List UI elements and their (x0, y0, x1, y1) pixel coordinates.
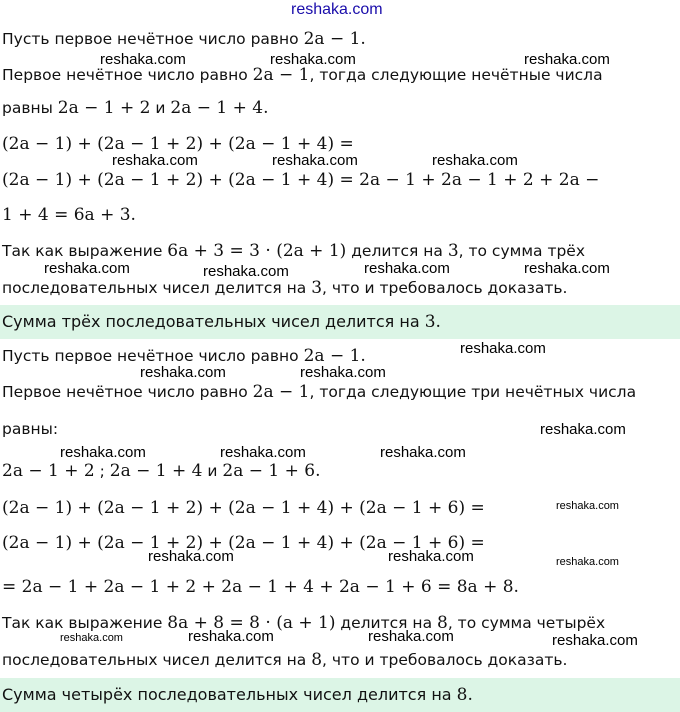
watermark: reshaka.com (556, 556, 619, 568)
watermark: reshaka.com (300, 364, 386, 381)
text-line: последовательных чисел делится на 8, что и требовалось доказать. (2, 650, 568, 670)
watermark: reshaka.com (524, 51, 610, 68)
watermark: reshaka.com (140, 364, 226, 381)
watermark: reshaka.com (380, 444, 466, 461)
text-line: Так как выражение 8a + 8 = 8 · (a + 1) делится на 8, то сумма четырёх (2, 613, 606, 633)
math-line: (2a − 1) + (2a − 1 + 2) + (2a − 1 + 4) = (2, 134, 354, 154)
text-line: Пусть первое нечётное число равно 2a − 1. (2, 29, 366, 49)
watermark: reshaka.com (60, 444, 146, 461)
watermark: reshaka.com (524, 260, 610, 277)
text-line: равны: (2, 420, 59, 438)
math-line: = 2a − 1 + 2a − 1 + 2 + 2a − 1 + 4 + 2a − 1 + 6 = 8a + 8. (2, 577, 519, 597)
math-line: (2a − 1) + (2a − 1 + 2) + (2a − 1 + 4) = 2a − 1 + 2a − 1 + 2 + 2a − (2, 170, 600, 190)
answer-box (0, 305, 680, 339)
watermark: reshaka.com (44, 260, 130, 277)
watermark: reshaka.com (100, 51, 186, 68)
math-line: 1 + 4 = 6a + 3. (2, 205, 136, 225)
watermark: reshaka.com (552, 632, 638, 649)
watermark: reshaka.com (432, 152, 518, 169)
text-line: Пусть первое нечётное число равно 2a − 1. (2, 346, 366, 366)
math-line: (2a − 1) + (2a − 1 + 2) + (2a − 1 + 4) + (2a − 1 + 6) = (2, 498, 485, 518)
text-line: последовательных чисел делится на 3, что и требовалось доказать. (2, 278, 568, 298)
text-line: Первое нечётное число равно 2a − 1, тогда следующие три нечётных числа (2, 382, 637, 402)
watermark: reshaka.com (112, 152, 198, 169)
watermark: reshaka.com (148, 548, 234, 565)
text-line: Первое нечётное число равно 2a − 1, тогда следующие нечётные числа (2, 65, 603, 85)
text-line: 2a − 1 + 2 ; 2a − 1 + 4 и 2a − 1 + 6. (2, 461, 321, 481)
watermark: reshaka.com (364, 260, 450, 277)
watermark: reshaka.com (388, 548, 474, 565)
text-line: Так как выражение 6a + 3 = 3 · (2a + 1) делится на 3, то сумма трёх (2, 241, 586, 261)
math-line: (2a − 1) + (2a − 1 + 2) + (2a − 1 + 4) + (2a − 1 + 6) = (2, 533, 485, 553)
answer-box (0, 678, 680, 712)
watermark: reshaka.com (460, 340, 546, 357)
watermark: reshaka.com (188, 628, 274, 645)
answer-text: Сумма четырёх последовательных чисел делится на 8. (2, 685, 473, 705)
watermark: reshaka.com (270, 51, 356, 68)
watermark: reshaka.com (272, 152, 358, 169)
watermark: reshaka.com (368, 628, 454, 645)
site-header-link[interactable]: reshaka.com (291, 1, 383, 18)
watermark: reshaka.com (556, 500, 619, 512)
watermark: reshaka.com (540, 421, 626, 438)
answer-text: Сумма трёх последовательных чисел делится на 3. (2, 312, 441, 332)
text-line: равны 2a − 1 + 2 и 2a − 1 + 4. (2, 98, 269, 118)
watermark: reshaka.com (220, 444, 306, 461)
watermark: reshaka.com (60, 632, 123, 644)
watermark: reshaka.com (203, 263, 289, 280)
